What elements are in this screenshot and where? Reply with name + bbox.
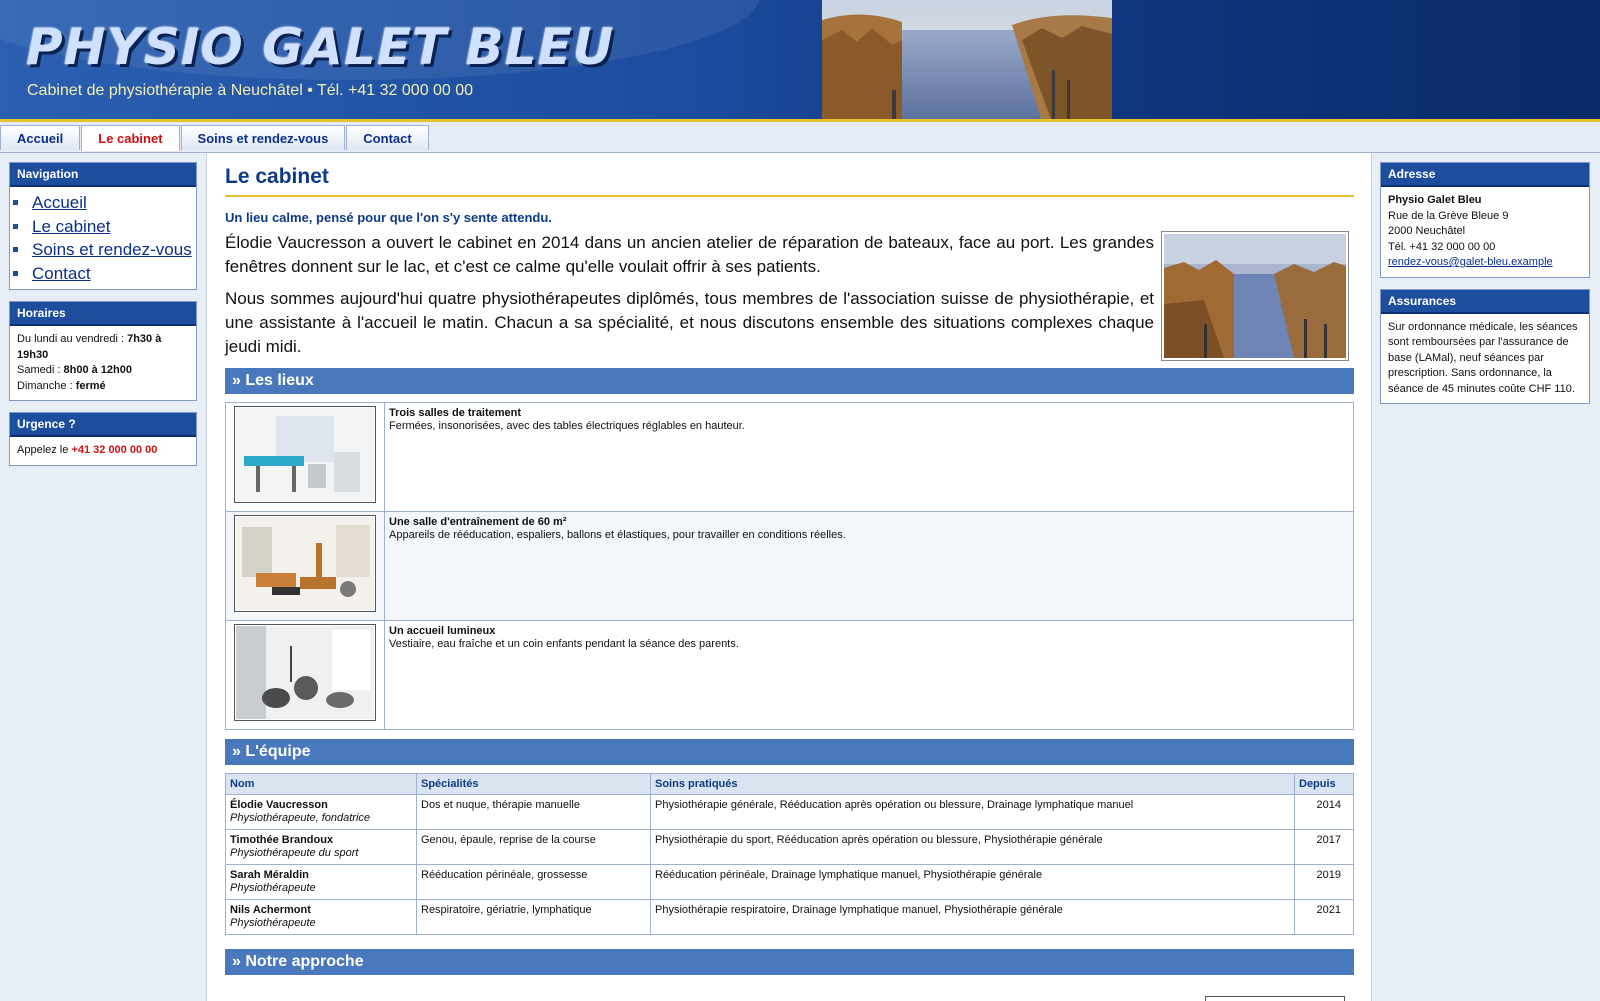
insurance-box (1380, 289, 1590, 405)
nav-item-accueil (13, 191, 193, 215)
place-title: Trois salles de traitement (389, 407, 522, 419)
hours-label: Samedi : (17, 364, 61, 376)
nav-link-contact[interactable]: Contact (32, 263, 91, 283)
member-specialities: Genou, épaule, reprise de la course (417, 830, 651, 865)
treatment-room-photo (234, 406, 376, 503)
address-phone: Tél. +41 32 000 00 00 (1388, 240, 1496, 253)
urgent-box (9, 412, 197, 466)
hours-box (9, 301, 197, 401)
tab-le-cabinet[interactable]: Le cabinet (81, 125, 179, 151)
column-header-name: Nom (226, 774, 417, 795)
hours-row-weekdays (17, 332, 189, 363)
place-item (226, 512, 1353, 621)
left-sidebar (9, 162, 197, 477)
page-title: Le cabinet (225, 165, 1354, 197)
hours-value: 7h30 à 19h30 (17, 333, 162, 361)
intro-text (225, 231, 1154, 359)
tab-contact[interactable]: Contact (346, 125, 428, 150)
nav-box (9, 162, 197, 290)
square-bullet-icon (13, 247, 18, 252)
urgent-label: Appelez le (17, 444, 69, 456)
approach-photo-top-edge (1205, 996, 1345, 1001)
address-street: Rue de la Grève Bleue 9 (1388, 209, 1509, 222)
member-role: Physiothérapeute, fondatrice (230, 812, 371, 824)
hours-row-saturday (17, 363, 189, 379)
hours-row-sunday (17, 379, 189, 395)
member-role: Physiothérapeute du sport (230, 847, 359, 859)
insurance-text: Sur ordonnance médicale, les séances sont remboursées par l'assurance de base (LAMal), neuf séances par prescription. Sans ordonnance, la séance de 45 minutes coûte CHF 110. (1388, 320, 1578, 395)
square-bullet-icon (13, 271, 18, 276)
member-name: Nils Achermont (230, 904, 311, 916)
member-specialities: Rééducation périnéale, grossesse (417, 865, 651, 900)
column-header-specialities: Spécialités (417, 774, 651, 795)
member-role: Physiothérapeute (230, 882, 316, 894)
hours-label: Dimanche : (17, 379, 73, 392)
member-since: 2017 (1295, 830, 1354, 865)
site-header (0, 0, 1600, 122)
nav-list (10, 187, 196, 289)
address-box (1380, 162, 1590, 278)
lead-text: Un lieu calme, pensé pour que l'on s'y sente attendu. (225, 210, 552, 225)
nav-box-title: Navigation (10, 163, 196, 187)
tab-soins[interactable]: Soins et rendez-vous (181, 125, 346, 150)
section-heading-approach: » Notre approche (225, 949, 1354, 975)
member-care: Physiothérapie respiratoire, Drainage lymphatique manuel, Physiothérapie générale (651, 900, 1295, 935)
member-name: Élodie Vaucresson (230, 799, 328, 811)
table-row (226, 865, 1354, 900)
site-title: PHYSIO GALET BLEU (26, 18, 615, 76)
right-sidebar (1380, 162, 1590, 415)
member-since: 2014 (1295, 795, 1354, 830)
urgent-phone[interactable]: +41 32 000 00 00 (71, 444, 158, 456)
table-row (226, 900, 1354, 935)
column-header-care: Soins pratiqués (651, 774, 1295, 795)
address-name: Physio Galet Bleu (1388, 194, 1482, 206)
place-description: Vestiaire, eau fraîche et un coin enfants pendant la séance des parents. (389, 638, 739, 650)
hours-box-title: Horaires (10, 302, 196, 326)
header-lake-photo (822, 0, 1112, 122)
square-bullet-icon (13, 224, 18, 229)
address-box-title: Adresse (1381, 163, 1589, 187)
member-specialities: Dos et nuque, thérapie manuelle (417, 795, 651, 830)
site-tagline: Cabinet de physiothérapie à Neuchâtel • Tél. +41 32 000 00 00 (27, 82, 474, 99)
member-since: 2021 (1295, 900, 1354, 935)
hours-value: fermé (75, 379, 106, 392)
hours-label: Du lundi au vendredi : (17, 333, 125, 345)
nav-item-le-cabinet (13, 215, 193, 239)
table-row (226, 830, 1354, 865)
section-heading-places: » Les lieux (225, 368, 1354, 394)
table-row (226, 795, 1354, 830)
nav-link-soins[interactable]: Soins et rendez-vous (32, 240, 192, 259)
place-description: Appareils de rééducation, espaliers, ballons et élastiques, pour travailler en conditions réelles. (389, 529, 846, 541)
member-care: Physiothérapie générale, Rééducation après opération ou blessure, Drainage lymphatique manuel (651, 795, 1295, 830)
member-role: Physiothérapeute (230, 917, 316, 929)
place-item (226, 621, 1353, 729)
team-table (225, 773, 1354, 935)
tab-accueil[interactable]: Accueil (0, 125, 80, 150)
training-room-photo (234, 515, 376, 612)
insurance-box-title: Assurances (1381, 290, 1589, 314)
nav-link-accueil[interactable]: Accueil (32, 193, 87, 212)
member-care: Rééducation périnéale, Drainage lymphatique manuel, Physiothérapie générale (651, 865, 1295, 900)
section-heading-team: » L'équipe (225, 739, 1354, 765)
nav-link-le-cabinet[interactable]: Le cabinet (32, 216, 111, 236)
member-specialities: Respiratoire, gériatrie, lymphatique (417, 900, 651, 935)
member-since: 2019 (1295, 865, 1354, 900)
intro-paragraph: Élodie Vaucresson a ouvert le cabinet en 2014 dans un ancien atelier de réparation de bateaux, face au port. Les grandes fenêtres donnent sur le lac, et c'est ce calme qu'elle voulait offrir à ses patients. (225, 233, 1154, 276)
member-name: Sarah Méraldin (230, 869, 309, 881)
address-city: 2000 Neuchâtel (1388, 225, 1466, 237)
place-description: Fermées, insonorisées, avec des tables électriques réglables en hauteur. (389, 420, 745, 432)
member-name: Timothée Brandoux (230, 834, 334, 846)
intro-paragraph: Nous sommes aujourd'hui quatre physiothérapeutes diplômés, tous membres de l'association suisse de physiothérapie, et une assistante à l'accueil le matin. Chacun a sa spécialité, et nous discutons ensemble des situations complexes chaque jeudi midi. (225, 289, 1154, 356)
reception-photo (234, 624, 376, 721)
place-title: Un accueil lumineux (389, 625, 496, 637)
column-header-since: Depuis (1295, 774, 1354, 795)
intro-lake-photo (1161, 231, 1349, 361)
hours-value: 8h00 à 12h00 (63, 364, 132, 376)
address-email-link[interactable]: rendez-vous@galet-bleu.example (1388, 256, 1553, 268)
member-care: Physiothérapie du sport, Rééducation après opération ou blessure, Physiothérapie générale (651, 830, 1295, 865)
square-bullet-icon (13, 200, 18, 205)
intro-section (225, 231, 1354, 359)
nav-item-contact (13, 262, 193, 286)
place-item (226, 403, 1353, 512)
places-list (225, 402, 1354, 730)
tab-bar (0, 122, 1600, 153)
team-table-header (226, 774, 1354, 795)
nav-item-soins (13, 238, 193, 262)
main-content (206, 153, 1372, 1001)
urgent-box-title: Urgence ? (10, 413, 196, 437)
place-title: Une salle d'entraînement de 60 m² (389, 516, 567, 528)
